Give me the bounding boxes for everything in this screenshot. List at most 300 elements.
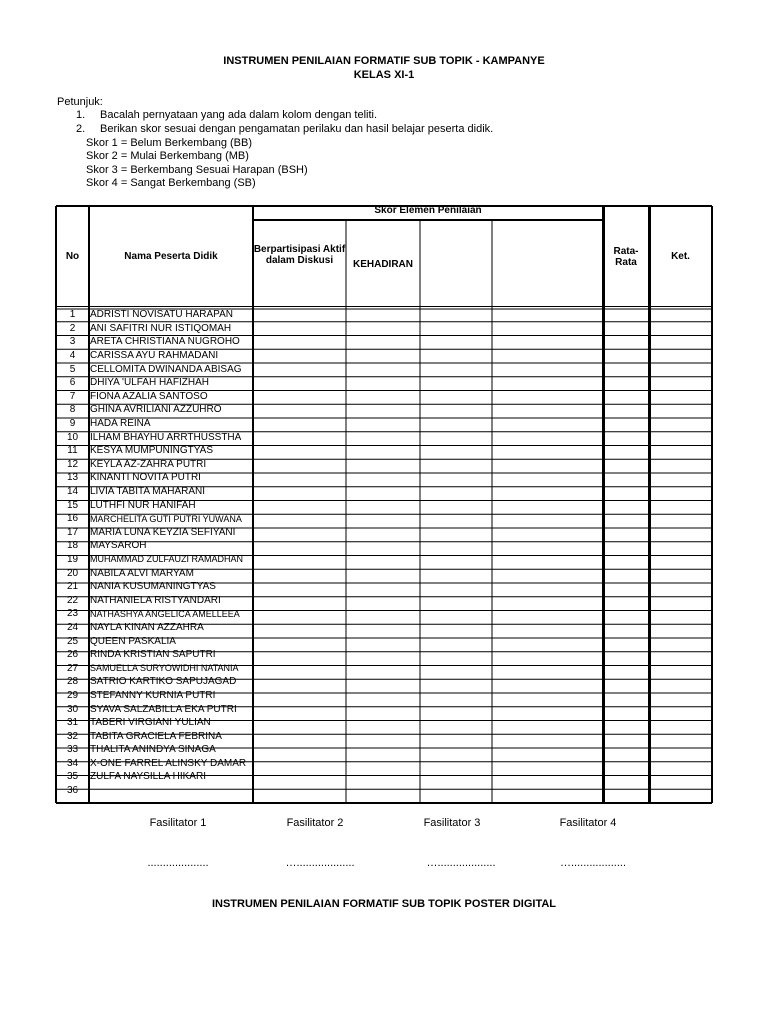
score-cell[interactable] xyxy=(420,526,492,540)
table-row xyxy=(56,458,712,472)
score-cell[interactable] xyxy=(420,621,492,635)
score-cell[interactable] xyxy=(492,757,603,771)
score-cell[interactable] xyxy=(492,526,603,540)
score-cell[interactable] xyxy=(253,784,346,798)
score-cell[interactable] xyxy=(603,661,649,675)
score-cell[interactable] xyxy=(603,770,649,784)
score-cell[interactable] xyxy=(420,675,492,689)
score-cell[interactable] xyxy=(253,539,346,553)
score-cell[interactable] xyxy=(253,607,346,621)
table-row xyxy=(56,566,712,580)
score-cell[interactable] xyxy=(649,444,712,458)
score-cell[interactable] xyxy=(649,376,712,390)
score-cell[interactable] xyxy=(603,308,649,322)
student-name: MARIA LUNA KEYZIA SEFIYANI xyxy=(90,526,236,538)
row-number: 18 xyxy=(66,540,79,552)
col-header-no: No xyxy=(65,251,80,262)
score-cell[interactable] xyxy=(649,661,712,675)
score-cell[interactable] xyxy=(253,444,346,458)
step-number: 2. xyxy=(76,123,86,135)
score-cell[interactable] xyxy=(649,607,712,621)
row-number: 19 xyxy=(66,553,79,565)
score-cell[interactable] xyxy=(492,648,603,662)
score-cell[interactable] xyxy=(346,566,420,580)
score-cell[interactable] xyxy=(253,349,346,363)
score-cell[interactable] xyxy=(649,322,712,336)
score-cell[interactable] xyxy=(420,417,492,431)
score-cell[interactable] xyxy=(420,553,492,567)
table-row xyxy=(56,485,712,499)
table-row xyxy=(56,729,712,743)
row-number: 22 xyxy=(66,594,79,606)
score-cell[interactable] xyxy=(346,621,420,635)
score-cell[interactable] xyxy=(492,498,603,512)
student-name: NAYLA KINAN AZZAHRA xyxy=(90,621,204,633)
score-cell[interactable] xyxy=(420,349,492,363)
student-name: X-ONE FARREL ALINSKY DAMAR xyxy=(90,757,247,769)
table-row xyxy=(56,471,712,485)
score-cell[interactable] xyxy=(346,757,420,771)
score-cell[interactable] xyxy=(649,430,712,444)
table-row xyxy=(56,512,712,526)
score-cell[interactable] xyxy=(603,512,649,526)
score-cell[interactable] xyxy=(346,716,420,730)
row-number: 7 xyxy=(69,390,76,402)
score-cell[interactable] xyxy=(420,716,492,730)
score-cell[interactable] xyxy=(603,444,649,458)
score-cell[interactable] xyxy=(649,729,712,743)
score-cell[interactable] xyxy=(603,566,649,580)
row-number: 28 xyxy=(66,676,79,688)
score-cell[interactable] xyxy=(649,702,712,716)
student-name: ADRISTI NOVISATU HARAPAN xyxy=(90,309,233,321)
score-cell[interactable] xyxy=(253,593,346,607)
score-cell[interactable] xyxy=(420,729,492,743)
score-cell[interactable] xyxy=(253,512,346,526)
table-row xyxy=(56,430,712,444)
score-cell[interactable] xyxy=(603,743,649,757)
score-cell[interactable] xyxy=(253,526,346,540)
score-cell[interactable] xyxy=(649,539,712,553)
score-cell[interactable] xyxy=(253,362,346,376)
score-cell[interactable] xyxy=(420,403,492,417)
score-cell[interactable] xyxy=(492,376,603,390)
score-cell[interactable] xyxy=(253,376,346,390)
score-cell[interactable] xyxy=(492,471,603,485)
score-cell[interactable] xyxy=(346,322,420,336)
next-section-title: INSTRUMEN PENILAIAN FORMATIF SUB TOPIK POSTER DIGITAL xyxy=(211,898,557,910)
score-cell[interactable] xyxy=(420,661,492,675)
score-cell[interactable] xyxy=(603,335,649,349)
score-cell[interactable] xyxy=(492,607,603,621)
score-cell[interactable] xyxy=(603,403,649,417)
row-number: 23 xyxy=(66,608,79,620)
score-cell[interactable] xyxy=(649,784,712,798)
score-cell[interactable] xyxy=(346,362,420,376)
score-cell[interactable] xyxy=(603,634,649,648)
student-name: FIONA AZALIA SANTOSO xyxy=(90,390,208,402)
score-cell[interactable] xyxy=(649,770,712,784)
score-cell[interactable] xyxy=(346,770,420,784)
row-number: 27 xyxy=(66,662,79,674)
table-row xyxy=(56,716,712,730)
score-cell[interactable] xyxy=(492,553,603,567)
score-cell[interactable] xyxy=(420,689,492,703)
score-cell[interactable] xyxy=(649,390,712,404)
table-row xyxy=(56,498,712,512)
score-cell[interactable] xyxy=(649,526,712,540)
score-cell[interactable] xyxy=(253,403,346,417)
score-cell[interactable] xyxy=(253,390,346,404)
facilitator-4-signature: ….................. xyxy=(559,857,626,869)
score-cell[interactable] xyxy=(346,485,420,499)
score-cell[interactable] xyxy=(603,593,649,607)
score-cell[interactable] xyxy=(492,430,603,444)
student-name: CELLOMITA DWINANDA ABISAG xyxy=(90,363,242,375)
score-cell[interactable] xyxy=(420,757,492,771)
score-cell[interactable] xyxy=(253,566,346,580)
student-name: MAYSAROH xyxy=(90,540,147,552)
score-cell[interactable] xyxy=(346,593,420,607)
score-cell[interactable] xyxy=(492,580,603,594)
score-cell[interactable] xyxy=(603,362,649,376)
step-number: 1. xyxy=(76,109,86,121)
student-name: SYAVA SALZABILLA EKA PUTRI xyxy=(90,703,237,715)
row-number: 12 xyxy=(66,458,79,470)
score-cell[interactable] xyxy=(420,485,492,499)
table-row xyxy=(56,580,712,594)
score-cell[interactable] xyxy=(492,661,603,675)
score-cell[interactable] xyxy=(649,621,712,635)
student-name: THALITA ANINDYA SINAGA xyxy=(90,744,216,756)
table-row xyxy=(56,444,712,458)
row-number: 33 xyxy=(66,744,79,756)
score-cell[interactable] xyxy=(346,675,420,689)
score-cell[interactable] xyxy=(420,770,492,784)
score-cell[interactable] xyxy=(649,512,712,526)
score-cell[interactable] xyxy=(253,458,346,472)
score-cell[interactable] xyxy=(492,362,603,376)
row-number: 10 xyxy=(66,431,79,443)
score-cell[interactable] xyxy=(346,580,420,594)
score-cell[interactable] xyxy=(253,430,346,444)
score-cell[interactable] xyxy=(346,335,420,349)
score-cell[interactable] xyxy=(492,417,603,431)
score-cell[interactable] xyxy=(649,362,712,376)
score-cell[interactable] xyxy=(253,335,346,349)
score-cell[interactable] xyxy=(420,335,492,349)
score-cell[interactable] xyxy=(346,539,420,553)
table-row xyxy=(56,593,712,607)
row-number: 15 xyxy=(66,499,79,511)
col-header-kehadiran: KEHADIRAN xyxy=(353,259,413,270)
score-cell[interactable] xyxy=(253,553,346,567)
score-cell[interactable] xyxy=(346,553,420,567)
row-number: 35 xyxy=(66,771,79,783)
score-cell[interactable] xyxy=(603,784,649,798)
score-cell[interactable] xyxy=(649,471,712,485)
score-cell[interactable] xyxy=(420,607,492,621)
score-cell[interactable] xyxy=(603,471,649,485)
score-cell[interactable] xyxy=(420,648,492,662)
score-cell[interactable] xyxy=(346,349,420,363)
score-cell[interactable] xyxy=(253,308,346,322)
score-cell[interactable] xyxy=(420,743,492,757)
score-cell[interactable] xyxy=(649,566,712,580)
score-cell[interactable] xyxy=(492,485,603,499)
score-cell[interactable] xyxy=(649,335,712,349)
facilitator-2-label: Fasilitator 2 xyxy=(286,817,344,829)
score-cell[interactable] xyxy=(649,593,712,607)
score-cell[interactable] xyxy=(420,376,492,390)
score-cell[interactable] xyxy=(649,349,712,363)
score-cell[interactable] xyxy=(346,661,420,675)
row-number: 2 xyxy=(69,322,76,334)
score-cell[interactable] xyxy=(253,661,346,675)
score-legend-2: Skor 2 = Mulai Berkembang (MB) xyxy=(86,150,249,162)
score-cell[interactable] xyxy=(346,444,420,458)
score-cell[interactable] xyxy=(346,308,420,322)
facilitator-4-label: Fasilitator 4 xyxy=(559,817,617,829)
score-cell[interactable] xyxy=(649,485,712,499)
score-cell[interactable] xyxy=(253,675,346,689)
score-cell[interactable] xyxy=(492,390,603,404)
col-header-partisipasi: Berpartisipasi Aktif dalam Diskusi xyxy=(253,243,346,266)
score-cell[interactable] xyxy=(492,566,603,580)
row-number: 16 xyxy=(66,513,79,525)
score-cell[interactable] xyxy=(346,689,420,703)
score-cell[interactable] xyxy=(492,322,603,336)
score-cell[interactable] xyxy=(492,729,603,743)
score-cell[interactable] xyxy=(492,593,603,607)
score-cell[interactable] xyxy=(603,702,649,716)
score-cell[interactable] xyxy=(603,322,649,336)
facilitator-2-signature: …................... xyxy=(285,857,355,869)
score-cell[interactable] xyxy=(649,580,712,594)
score-cell[interactable] xyxy=(603,607,649,621)
score-cell[interactable] xyxy=(253,498,346,512)
score-cell[interactable] xyxy=(253,716,346,730)
score-cell[interactable] xyxy=(253,743,346,757)
row-number: 36 xyxy=(66,785,79,797)
score-cell[interactable] xyxy=(603,349,649,363)
score-cell[interactable] xyxy=(492,349,603,363)
score-cell[interactable] xyxy=(420,784,492,798)
facilitator-3-label: Fasilitator 3 xyxy=(423,817,481,829)
table-row xyxy=(56,553,712,567)
score-cell[interactable] xyxy=(603,376,649,390)
score-cell[interactable] xyxy=(492,743,603,757)
student-name: NANIA KUSUMANINGTYAS xyxy=(90,581,216,593)
score-cell[interactable] xyxy=(346,512,420,526)
student-name: KESYA MUMPUNINGTYAS xyxy=(90,445,213,457)
score-cell[interactable] xyxy=(649,716,712,730)
score-cell[interactable] xyxy=(420,634,492,648)
score-cell[interactable] xyxy=(492,335,603,349)
score-cell[interactable] xyxy=(346,702,420,716)
score-cell[interactable] xyxy=(253,580,346,594)
score-cell[interactable] xyxy=(253,485,346,499)
facilitator-3-signature: …................... xyxy=(426,857,496,869)
score-cell[interactable] xyxy=(253,689,346,703)
student-name: TABITA GRACIELA FEBRINA xyxy=(90,730,222,742)
score-cell[interactable] xyxy=(253,471,346,485)
score-cell[interactable] xyxy=(492,539,603,553)
score-cell[interactable] xyxy=(420,390,492,404)
table-row xyxy=(56,335,712,349)
score-cell[interactable] xyxy=(649,757,712,771)
score-cell[interactable] xyxy=(253,322,346,336)
score-cell[interactable] xyxy=(346,607,420,621)
score-cell[interactable] xyxy=(346,458,420,472)
score-cell[interactable] xyxy=(603,430,649,444)
score-cell[interactable] xyxy=(253,729,346,743)
score-cell[interactable] xyxy=(346,417,420,431)
score-cell[interactable] xyxy=(649,403,712,417)
score-cell[interactable] xyxy=(492,403,603,417)
table-row xyxy=(56,526,712,540)
score-cell[interactable] xyxy=(492,308,603,322)
score-cell[interactable] xyxy=(346,471,420,485)
score-cell[interactable] xyxy=(346,648,420,662)
score-cell[interactable] xyxy=(420,471,492,485)
score-cell[interactable] xyxy=(649,458,712,472)
score-cell[interactable] xyxy=(603,498,649,512)
score-cell[interactable] xyxy=(253,770,346,784)
row-number: 34 xyxy=(66,757,79,769)
score-cell[interactable] xyxy=(649,648,712,662)
score-cell[interactable] xyxy=(649,417,712,431)
score-cell[interactable] xyxy=(253,621,346,635)
score-cell[interactable] xyxy=(649,498,712,512)
score-cell[interactable] xyxy=(420,566,492,580)
score-cell[interactable] xyxy=(420,593,492,607)
student-name: TABERI VIRGIANI YULIAN xyxy=(90,717,211,729)
score-cell[interactable] xyxy=(346,390,420,404)
col-header-rata-rata: Rata-Rata xyxy=(613,245,639,268)
student-name: ANI SAFITRI NUR ISTIQOMAH xyxy=(90,322,232,334)
step-text: Berikan skor sesuai dengan pengamatan perilaku dan hasil belajar peserta didik. xyxy=(100,123,494,135)
row-number: 4 xyxy=(69,350,76,362)
score-cell[interactable] xyxy=(253,648,346,662)
score-cell[interactable] xyxy=(492,512,603,526)
score-cell[interactable] xyxy=(346,634,420,648)
score-cell[interactable] xyxy=(603,390,649,404)
table-row xyxy=(56,539,712,553)
row-number: 9 xyxy=(69,418,76,430)
score-cell[interactable] xyxy=(492,444,603,458)
score-cell[interactable] xyxy=(492,621,603,635)
score-cell[interactable] xyxy=(253,702,346,716)
score-cell[interactable] xyxy=(603,675,649,689)
score-cell[interactable] xyxy=(420,458,492,472)
row-number: 6 xyxy=(69,377,76,389)
score-cell[interactable] xyxy=(492,702,603,716)
score-cell[interactable] xyxy=(603,485,649,499)
score-cell[interactable] xyxy=(492,458,603,472)
score-cell[interactable] xyxy=(492,784,603,798)
score-cell[interactable] xyxy=(420,308,492,322)
score-cell[interactable] xyxy=(603,648,649,662)
score-cell[interactable] xyxy=(603,580,649,594)
student-name: ZULFA NAYSILLA HIKARI xyxy=(90,771,206,783)
score-cell[interactable] xyxy=(420,539,492,553)
score-cell[interactable] xyxy=(253,757,346,771)
score-cell[interactable] xyxy=(649,675,712,689)
table-row xyxy=(56,417,712,431)
table-row xyxy=(56,634,712,648)
score-cell[interactable] xyxy=(346,376,420,390)
instruction-step-2 xyxy=(76,123,494,137)
score-cell[interactable] xyxy=(603,458,649,472)
table-row xyxy=(56,308,712,322)
score-cell[interactable] xyxy=(346,784,420,798)
score-cell[interactable] xyxy=(346,498,420,512)
score-cell[interactable] xyxy=(253,417,346,431)
row-number: 20 xyxy=(66,567,79,579)
score-cell[interactable] xyxy=(603,539,649,553)
row-number: 8 xyxy=(69,404,76,416)
score-cell[interactable] xyxy=(253,634,346,648)
table-row xyxy=(56,322,712,336)
score-cell[interactable] xyxy=(346,729,420,743)
class-subtitle: KELAS XI-1 xyxy=(353,69,415,81)
score-cell[interactable] xyxy=(649,634,712,648)
score-legend-4: Skor 4 = Sangat Berkembang (SB) xyxy=(86,177,256,189)
score-cell[interactable] xyxy=(603,689,649,703)
score-cell[interactable] xyxy=(492,634,603,648)
score-cell[interactable] xyxy=(603,553,649,567)
student-name: ILHAM BHAYHU ARRTHUSSTHA xyxy=(90,431,242,443)
score-cell[interactable] xyxy=(420,430,492,444)
score-cell[interactable] xyxy=(492,675,603,689)
score-cell[interactable] xyxy=(346,526,420,540)
score-cell[interactable] xyxy=(346,743,420,757)
score-cell[interactable] xyxy=(420,702,492,716)
score-cell[interactable] xyxy=(420,444,492,458)
score-cell[interactable] xyxy=(420,322,492,336)
score-cell[interactable] xyxy=(649,553,712,567)
row-number: 11 xyxy=(67,445,78,457)
score-cell[interactable] xyxy=(492,716,603,730)
table-row xyxy=(56,403,712,417)
score-cell[interactable] xyxy=(420,362,492,376)
table-row xyxy=(56,661,712,675)
score-cell[interactable] xyxy=(492,770,603,784)
row-number: 25 xyxy=(66,635,79,647)
score-cell[interactable] xyxy=(603,526,649,540)
table-row xyxy=(56,675,712,689)
score-cell[interactable] xyxy=(649,308,712,322)
row-number: 26 xyxy=(66,649,79,661)
score-cell[interactable] xyxy=(346,430,420,444)
score-cell[interactable] xyxy=(420,498,492,512)
score-cell[interactable] xyxy=(346,403,420,417)
score-cell[interactable] xyxy=(603,729,649,743)
score-cell[interactable] xyxy=(492,689,603,703)
score-cell[interactable] xyxy=(649,689,712,703)
score-cell[interactable] xyxy=(649,743,712,757)
score-cell[interactable] xyxy=(603,417,649,431)
score-cell[interactable] xyxy=(603,621,649,635)
row-number: 13 xyxy=(66,472,79,484)
score-cell[interactable] xyxy=(420,580,492,594)
score-cell[interactable] xyxy=(603,757,649,771)
table-row xyxy=(56,770,712,784)
score-cell[interactable] xyxy=(420,512,492,526)
assessment-table xyxy=(56,205,712,797)
score-cell[interactable] xyxy=(603,716,649,730)
